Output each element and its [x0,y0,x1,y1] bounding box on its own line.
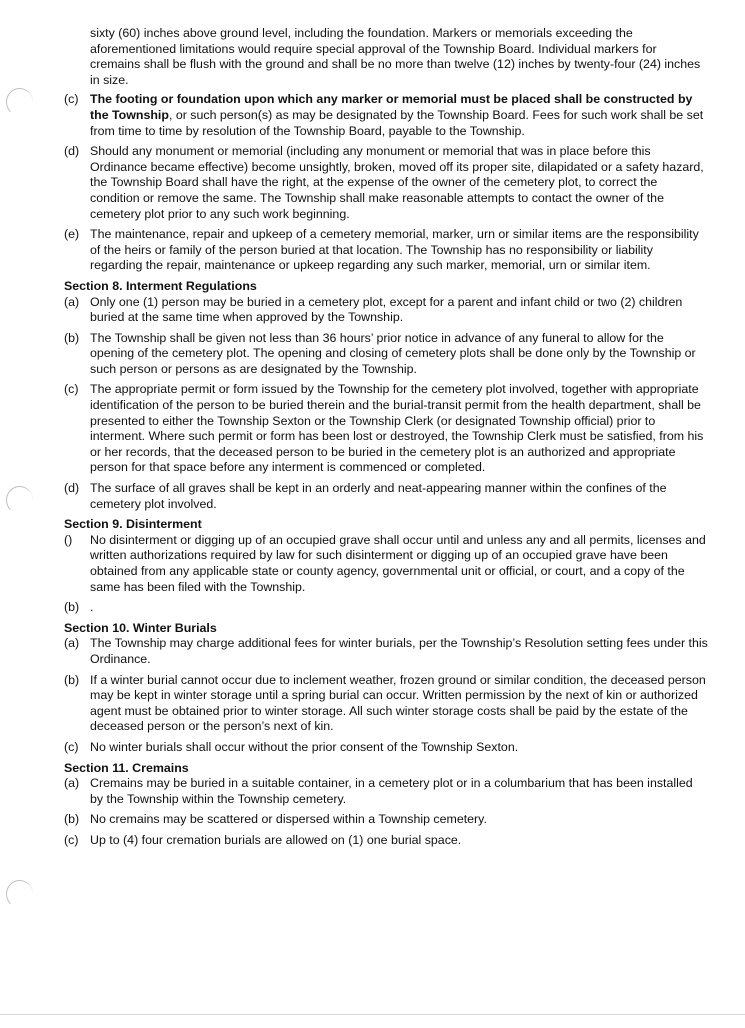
item-label: (c) [64,739,79,754]
page-bottom-edge [0,1014,745,1015]
section-10 [64,621,708,756]
item-label: (c) [64,832,79,847]
item-text: The maintenance, repair and upkeep of a cemetery memorial, marker, urn or similar items are the responsibility of the heirs or family of the person buried at that location. The Township has no responsibility or liability regarding the repair, maintenance or upkeep regarding any such marker, memorial, urn or similar item. [90,227,699,273]
item-text: The appropriate permit or form issued by the Township for the cemetery plot involved, together with appropriate identification of the person to be buried therein and the burial-transit permit from the health department, shall be presented to either the Township Sexton or the Township Clerk (or designated Township official) prior to interment. Where such permit or form has been lost or destroyed, the Township Clerk must be satisfied, from his or her records, that the deceased person to be buried in the cemetery plot is an authorized and appropriate person for that space before any interment is commenced or completed. [90,382,704,475]
item-text: The Township shall be given not less than 36 hours’ prior notice in advance of any funeral to allow for the opening of the cemetery plot. The opening and closing of cemetery plots shall be done only by the Township or such person or persons as are designated by the Township. [90,330,696,376]
list-item [64,673,708,735]
section-9 [64,517,708,616]
item-text: If a winter burial cannot occur due to inclement weather, frozen ground or similar condition, the deceased person may be kept in winter storage until a spring burial can occur. Written permission by the next of kin or authorized agent must be obtained prior to winter storage. All such winter storage costs shall be paid by the estate of the deceased person or the person’s next of kin. [90,672,706,734]
list-item [64,227,708,274]
item-label: (b) [64,812,80,827]
section-7-items [64,92,708,274]
punch-hole-mark [6,486,33,514]
item-label: (d) [64,481,80,496]
item-text: The Township may charge additional fees for winter burials, per the Township’s Resolution setting fees under this Ordinance. [90,636,708,666]
item-text: Only one (1) person may be buried in a cemetery plot, except for a parent and infant child or two (2) children buried at the same time when approved by the Township. [90,294,683,325]
list-item [64,533,708,595]
punch-hole-mark [6,880,33,908]
item-text: Cremains may be buried in a suitable container, in a cemetery plot or in a columbarium that has been installed by the Township within the Township cemetery. [90,776,693,806]
item-label: (b) [64,330,80,345]
item-text [90,92,708,139]
item-text: No disinterment or digging up of an occupied grave shall occur until and unless any and all permits, licenses and written authorizations required by law for such disinterment or digging up of an occupied grave have been obtained from any applicable state or county agency, governmental unit or official, or court, and a copy of the same has been filed with the Township. [90,532,706,594]
item-plain-text: , or such person(s) as may be designated by the Township Board. Fees for such work shall be set from time to time by resolution of the Township Board, payable to the Township. [90,107,704,138]
item-text: . [90,600,94,615]
item-label: (b) [64,672,80,687]
list-item [64,636,708,667]
item-text: Up to (4) four cremation burials are allowed on (1) one burial space. [90,832,462,847]
list-item [64,92,708,139]
item-label: (a) [64,636,80,651]
item-label: (c) [64,382,79,397]
list-item [64,481,708,512]
list-item [64,382,708,476]
item-label: (e) [64,227,80,242]
list-item [64,600,708,616]
list-item [64,776,708,807]
section-heading: Section 9. Disinterment [64,517,202,532]
item-text: Should any monument or memorial (including any monument or memorial that was in place before this Ordinance became effective) become unsightly, broken, moved off its proper site, dilapidated or a safety hazard, the Township Board shall have the right, at the expense of the owner of the cemetery plot, to correct the condition or remove the same. The Township shall make reasonable attempts to contact the owner of the cemetery plot prior to any such work beginning. [90,144,704,221]
section-heading: Section 11. Cremains [64,760,189,775]
section-heading: Section 8. Interment Regulations [64,278,257,293]
list-item [64,295,708,326]
list-item [64,812,708,828]
list-item [64,331,708,378]
continuation-paragraph: sixty (60) inches above ground level, including the foundation. Markers or memorials exceeding the aforementioned limitations would require special approval of the Township Board. Individual markers for cremains shall be flush with the ground and shall be no more than twelve (12) inches by twenty-four (24) inches in size. [90,26,701,87]
item-bold-text: The footing or foundation upon which any marker or memorial must be placed shall be constructed by the Township [90,92,693,122]
punch-hole-mark [6,88,33,116]
item-label: () [64,532,73,547]
item-text: The surface of all graves shall be kept in an orderly and neat-appearing manner within the confines of the cemetery plot involved. [90,481,667,511]
item-text: No winter burials shall occur without the prior consent of the Township Sexton. [90,739,519,754]
item-label: (a) [64,776,80,791]
section-heading: Section 10. Winter Burials [64,620,217,635]
item-label: (b) [64,600,80,615]
section-8 [64,279,708,512]
item-label: (d) [64,144,80,159]
item-label: (c) [64,92,79,107]
item-text: No cremains may be scattered or dispersed within a Township cemetery. [90,812,487,827]
section-11 [64,761,708,849]
item-label: (a) [64,294,80,309]
list-item [64,833,708,849]
document-body [64,26,708,854]
list-item [64,740,708,756]
list-item [64,144,708,222]
